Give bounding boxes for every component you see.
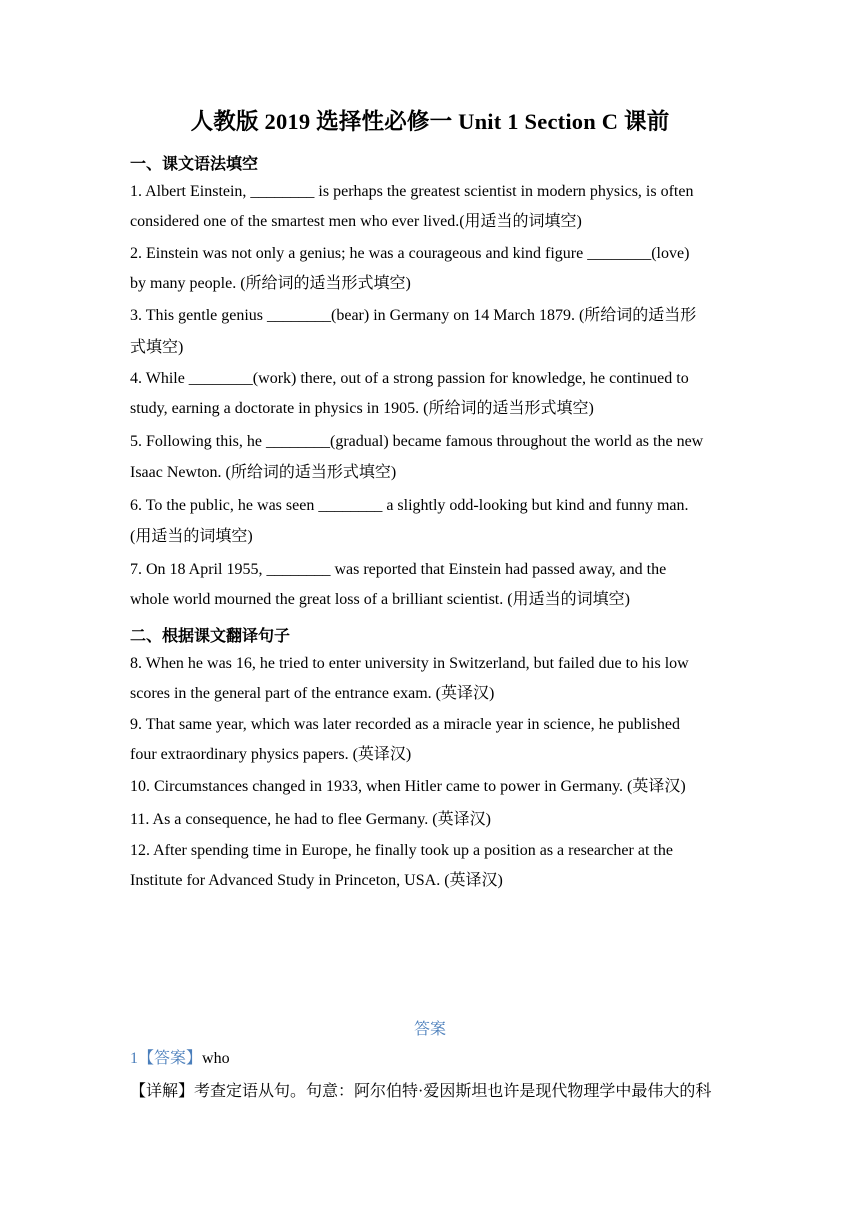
text-line: whole world mourned the great loss of a brilliant scientist. (用适当的词填空) [130, 591, 630, 608]
answer-item-1 [130, 1049, 750, 1069]
text-line: 4. While ________(work) there, out of a strong passion for knowledge, he continued to [130, 370, 689, 387]
text-line: considered one of the smartest men who ever lived.(用适当的词填空) [130, 213, 582, 230]
text-line: Isaac Newton. (所给词的适当形式填空) [130, 464, 397, 481]
text-line: study, earning a doctorate in physics in 1905. (所给词的适当形式填空) [130, 400, 594, 417]
text-line: 10. Circumstances changed in 1933, when Hitler came to power in Germany. (英译汉) [130, 778, 686, 795]
text-line: 6. To the public, he was seen ________ a slightly odd-looking but kind and funny man. [130, 497, 689, 514]
text-line: 5. Following this, he ________(gradual) became famous throughout the world as the new [130, 433, 704, 450]
section-heading-translation: 二、根据课文翻译句子 [130, 626, 291, 645]
text-line: 8. When he was 16, he tried to enter university in Switzerland, but failed due to his low [130, 655, 689, 672]
text-line: 1. Albert Einstein, ________ is perhaps the greatest scientist in modern physics, is often [130, 183, 694, 200]
text-line: 3. This gentle genius ________(bear) in Germany on 14 March 1879. (所给词的适当形 [130, 307, 697, 324]
text-line: 2. Einstein was not only a genius; he was a courageous and kind figure ________(love) [130, 245, 690, 262]
text-line: 11. As a consequence, he had to flee Germany. (英译汉) [130, 811, 491, 828]
document-title: 人教版 2019 选择性必修一 Unit 1 Section C 课前 [190, 109, 670, 134]
answer-number: 1 [130, 1050, 138, 1067]
text-line: 式填空) [130, 339, 184, 356]
text-line: 12. After spending time in Europe, he finally took up a position as a researcher at the [130, 842, 673, 859]
text-line: (用适当的词填空) [130, 528, 253, 545]
section-heading-grammar-fill: 一、课文语法填空 [130, 154, 259, 173]
answer-value: who [202, 1050, 230, 1067]
answer-detail: 【详解】考查定语从句。句意：阿尔伯特·爱因斯坦也许是现代物理学中最伟大的科 [130, 1083, 712, 1100]
text-line: Institute for Advanced Study in Princeton, USA. (英译汉) [130, 872, 503, 889]
text-line: by many people. (所给词的适当形式填空) [130, 275, 411, 292]
answers-heading: 答案 [413, 1021, 446, 1038]
text-line: scores in the general part of the entrance exam. (英译汉) [130, 685, 495, 702]
text-line: four extraordinary physics papers. (英译汉) [130, 746, 412, 763]
answer-label: 【答案】 [138, 1050, 203, 1067]
text-line: 9. That same year, which was later recorded as a miracle year in science, he published [130, 716, 680, 733]
text-line: 7. On 18 April 1955, ________ was reported that Einstein had passed away, and the [130, 561, 667, 578]
